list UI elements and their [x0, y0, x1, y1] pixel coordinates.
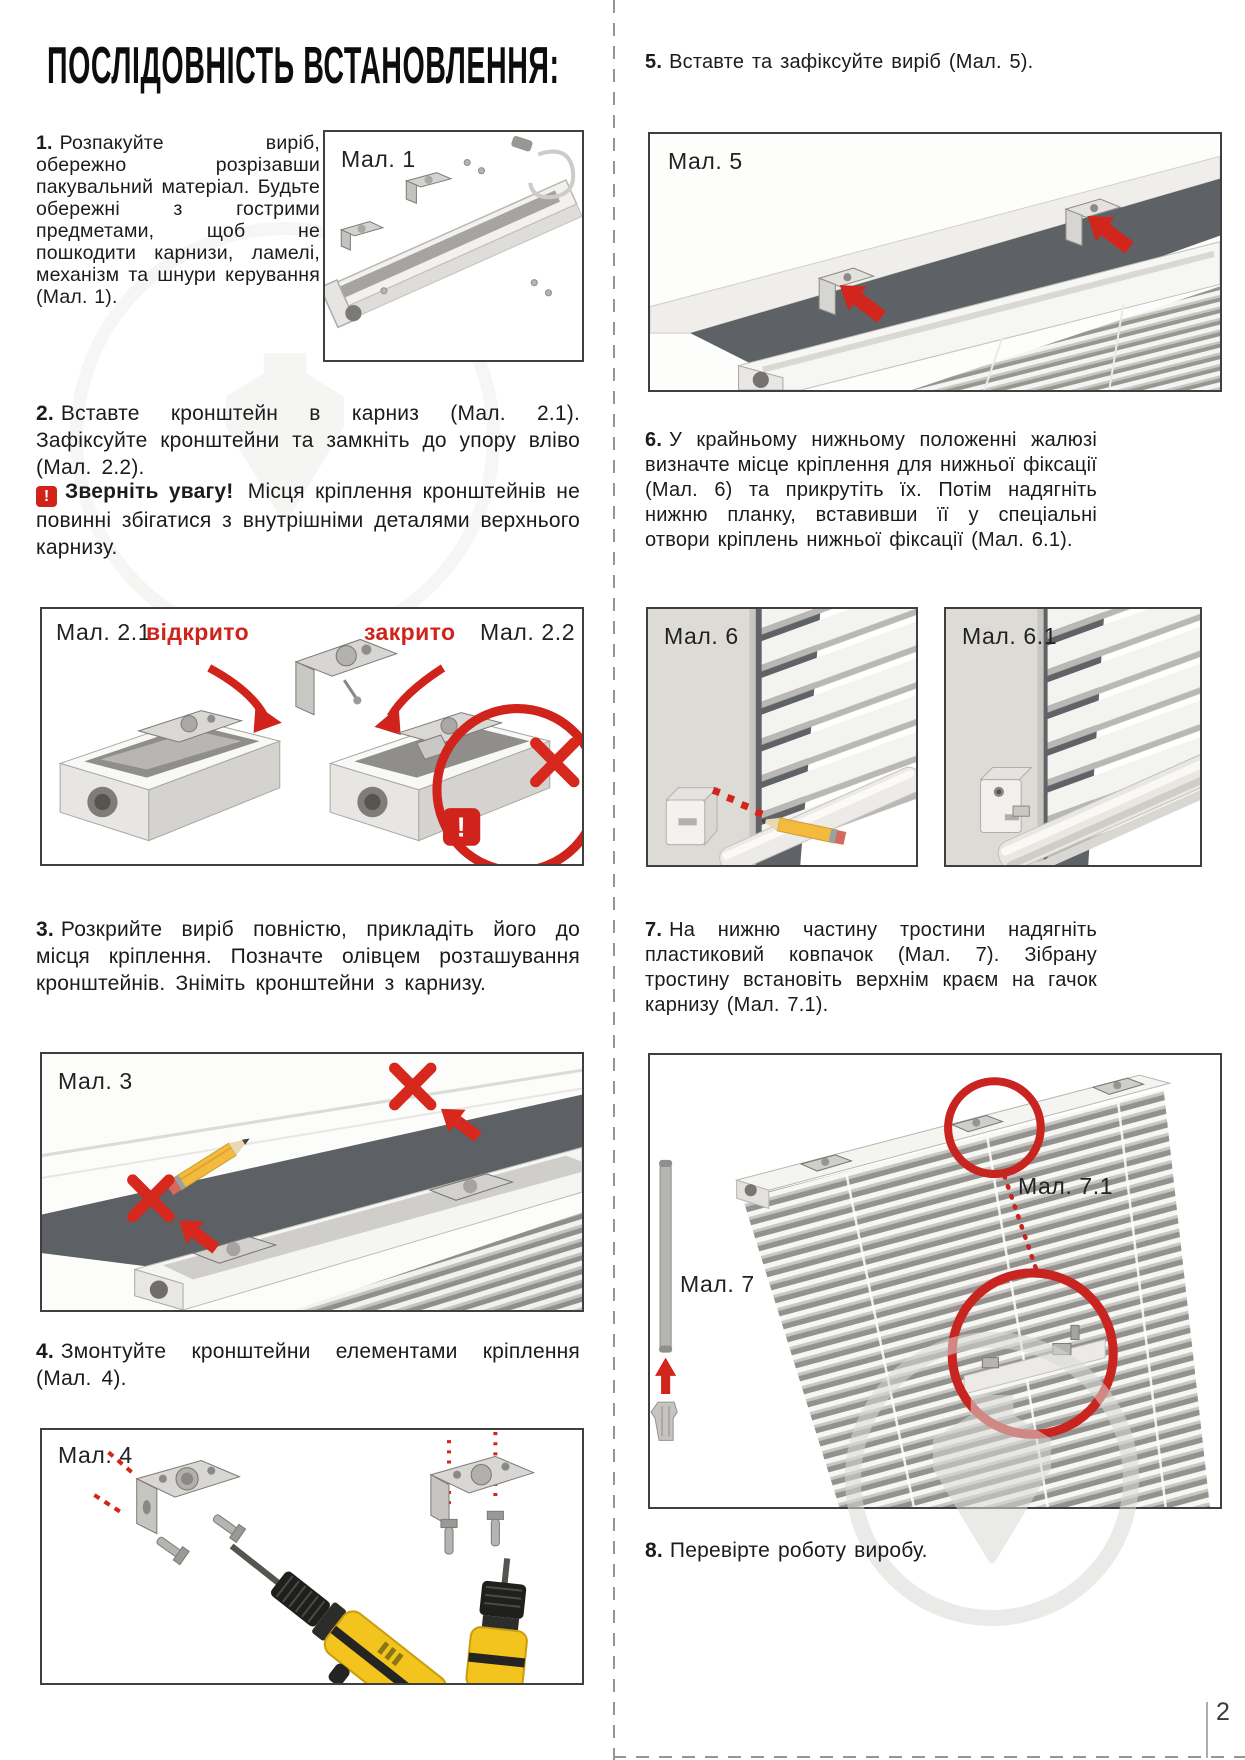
step-body: Перевірте роботу виробу.	[669, 1539, 928, 1562]
step-number: 7.	[645, 919, 663, 941]
figure-2	[40, 607, 584, 866]
rail-open	[60, 711, 280, 841]
step-number: 8.	[645, 1539, 663, 1562]
step-7-text	[645, 918, 1097, 1018]
state-closed-label: закрито	[364, 619, 456, 645]
figure-4	[40, 1428, 584, 1685]
figure-7-label: Мал. 7	[680, 1271, 755, 1297]
bracket-icon	[296, 639, 397, 714]
drill-icon	[465, 1555, 535, 1683]
warning-label: Зверніть увагу!	[65, 480, 234, 503]
step-body: У крайньому нижньому положенні жалюзі визначте місце кріплення для нижньої фіксації (Мал. 6) та прикрутіть їх. Потім надягніть нижню планку, вставивши її у спеціальні отвори кріплень нижньої фіксації (Мал. 6.1).	[645, 429, 1097, 551]
step-number: 6.	[645, 429, 663, 451]
rail-end-hole	[345, 305, 361, 321]
step-8-text	[645, 1538, 1097, 1563]
figure-1-label: Мал. 1	[341, 146, 416, 172]
step-5-text	[645, 50, 1097, 75]
figure-3-label: Мал. 3	[58, 1068, 133, 1094]
plastic-cap	[651, 1402, 677, 1440]
screw-icon	[153, 1533, 189, 1565]
step-body: Вставте та зафіксуйте виріб (Мал. 5).	[669, 51, 1034, 73]
figure-6-1-label: Мал. 6.1	[962, 623, 1058, 649]
bottom-cut-line-dashed	[613, 1756, 1245, 1758]
figure-5-label: Мал. 5	[668, 148, 743, 174]
step-3-text	[36, 916, 580, 997]
figure-5	[648, 132, 1222, 392]
page-number-divider	[1206, 1702, 1208, 1758]
column-divider-dashed	[613, 0, 615, 1760]
step-number: 1.	[36, 132, 53, 154]
figure-2-1-label: Мал. 2.1	[56, 619, 152, 645]
step-body: Змонтуйте кронштейни елементами кріплення (Мал. 4).	[36, 1340, 580, 1390]
step-body: Розкрийте виріб повністю, прикладіть його до місця кріплення. Позначте олівцем розташування кронштейнів. Зніміть кронштейни з карнизу.	[36, 918, 580, 995]
state-open-label: відкрито	[146, 619, 250, 645]
fixation-bracket	[666, 788, 717, 845]
screw-icon	[441, 1511, 503, 1554]
bracket-icon	[431, 1432, 534, 1525]
step-2-text	[36, 400, 580, 481]
bracket-icon	[406, 173, 451, 204]
step-2-warning	[36, 478, 580, 561]
brand-watermark	[845, 1332, 1139, 1626]
figure-1	[323, 130, 584, 362]
step-body: Розпакуйте виріб, обережно розрізавши пакувальний матеріал. Будьте обережні з гострими предметами, щоб не пошкодити карнизи, ламелі, механізм та шнури керування (Мал. 1).	[36, 132, 320, 308]
step-number: 3.	[36, 918, 54, 941]
figure-4-label: Мал. 4	[58, 1442, 133, 1468]
figure-2-illustration	[42, 609, 582, 864]
cap-part	[511, 135, 534, 152]
screw-icon	[210, 1510, 246, 1542]
step-body: Вставте кронштейн в карниз (Мал. 2.1). Зафіксуйте кронштейни та замкніть до упору вліво (Мал. 2.2).	[36, 402, 580, 479]
figure-3	[40, 1052, 584, 1312]
warning-icon: !	[36, 486, 57, 507]
drill-icon	[165, 1525, 451, 1683]
page-title: ПОСЛІДОВНІСТЬ ВСТАНОВЛЕННЯ:	[47, 37, 560, 95]
step-number: 4.	[36, 1340, 54, 1363]
figure-6-1	[944, 607, 1202, 867]
figure-6-label: Мал. 6	[664, 623, 739, 649]
warning-body: Місця кріплення кронштейнів не повинні збігатися з внутрішніми деталями верхнього карнизу.	[36, 480, 580, 559]
step-number: 2.	[36, 402, 54, 425]
step-number: 5.	[645, 51, 663, 73]
page-number: 2	[1216, 1698, 1230, 1726]
figure-6	[646, 607, 918, 867]
red-up-arrow-icon	[655, 1358, 676, 1394]
alert-exclamation: !	[456, 811, 466, 843]
figure-2-2-label: Мал. 2.2	[480, 619, 576, 645]
tilt-wand	[659, 1160, 672, 1353]
figure-7-1-label: Мал. 7.1	[1018, 1173, 1114, 1199]
step-4-text	[36, 1338, 580, 1392]
step-body: На нижню частину тростини надягніть пластиковий ковпачок (Мал. 7). Зібрану тростину встановіть верхнім краєм на гачок карнизу (Мал. 7.1).	[645, 919, 1097, 1016]
hook	[1071, 1325, 1079, 1339]
step-6-text	[645, 428, 1097, 553]
step-1-text	[36, 132, 320, 308]
bracket-icon	[341, 222, 383, 251]
